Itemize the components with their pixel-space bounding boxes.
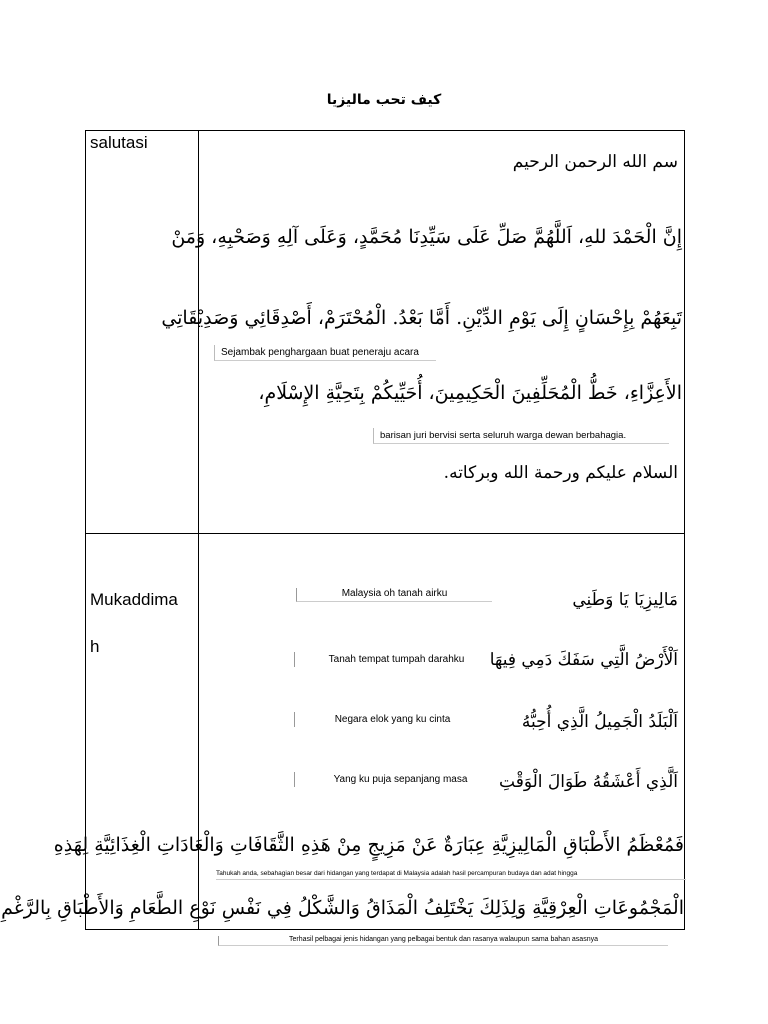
- verse-arabic-4: اَلَّذِي أَعْشَقُهُ طَوَالَ الْوَقْتِ: [499, 772, 678, 792]
- paragraph-arabic-line-1: فَمُعْظَمُ الأَطْبَاقِ الْمَالِيزِيَّةِ عِبَارَةٌ عَنْ مَزِيجٍ مِنْ هَذِهِ الثَّقَافَاتِ وَالْعَادَاتِ الْغِذَائِيَّةِ لِهَذِهِ: [53, 834, 684, 856]
- paragraph-translation-1: Tahukah anda, sebahagian besar dari hidangan yang terdapat di Malaysia adalah hasil percampuran budaya dan adat hingga: [216, 870, 686, 880]
- basmalah-line: سم الله الرحمن الرحيم: [512, 152, 678, 172]
- salutation-arabic-line-2: تَبِعَهُمْ بِإِحْسَانٍ إِلَى يَوْمِ الدِّيْنِ. أَمَّا بَعْدُ. الْمُحْتَرَمْ، أَصْدِقَائِي وَصَدِيْقَاتِي: [161, 307, 682, 329]
- verse-arabic-2: اَلْأَرْضُ الَّتِي سَفَكَ دَمِي فِيهَا: [489, 650, 678, 670]
- paragraph-arabic-line-2: الْمَجْمُوعَاتِ الْعِرْقِيَّةِ وَلِذَلِكَ يَخْتَلِفُ الْمَذَاقُ وَالشَّكْلُ فِي نَفْسِ نَوْعِ الطَّعَامِ وَالأَطْبَاقِ بِالرَّغْمِ: [1, 897, 684, 919]
- salutation-translation-1: Sejambak penghargaan buat peneraju acara: [214, 345, 436, 361]
- verse-translation-3: Negara elok yang ku cinta: [294, 712, 490, 727]
- row-label-mukaddimah: Mukaddima: [90, 590, 178, 609]
- verse-translation-4: Yang ku puja sepanjang masa: [294, 772, 506, 787]
- row-divider: [85, 533, 685, 534]
- verse-translation-1: Malaysia oh tanah airku: [296, 588, 492, 602]
- document-title: كيف تحب ماليزيا: [326, 92, 442, 108]
- salam-line: السلام عليكم ورحمة الله وبركاته.: [443, 463, 678, 483]
- salutation-arabic-line-1: إِنَّ الْحَمْدَ للهِ، اَللَّهُمَّ صَلِّ عَلَى سَيِّدِنَا مُحَمَّدٍ، وَعَلَى آلِهِ وَصَحْبِهِ، وَمَنْ: [171, 226, 682, 248]
- row-label-mukaddimah-cont: h: [90, 637, 100, 656]
- verse-arabic-1: مَالِيزِيَا يَا وَطَنِي: [572, 590, 678, 610]
- paragraph-translation-2: Terhasil pelbagai jenis hidangan yang pelbagai bentuk dan rasanya walaupun sama bahan asasnya: [218, 936, 668, 946]
- salutation-arabic-line-3: الأَعِزَّاءِ، خَطُّ الْمُحَلِّفِينَ الْحَكِيمِينَ، أُحَيِّيكُمْ بِتَحِيَّةِ الإِسْلَامِ،: [258, 382, 682, 404]
- content-table: [1, 130, 685, 930]
- column-divider: [198, 130, 199, 930]
- row-label-salutasi: salutasi: [90, 133, 148, 152]
- verse-arabic-3: اَلْبَلَدُ الْجَمِيلُ الَّذِي أُحِبُّهُ: [521, 712, 678, 732]
- salutation-translation-2: barisan juri bervisi serta seluruh warga dewan berbahagia.: [373, 428, 669, 444]
- verse-translation-2: Tanah tempat tumpah darahku: [294, 652, 498, 667]
